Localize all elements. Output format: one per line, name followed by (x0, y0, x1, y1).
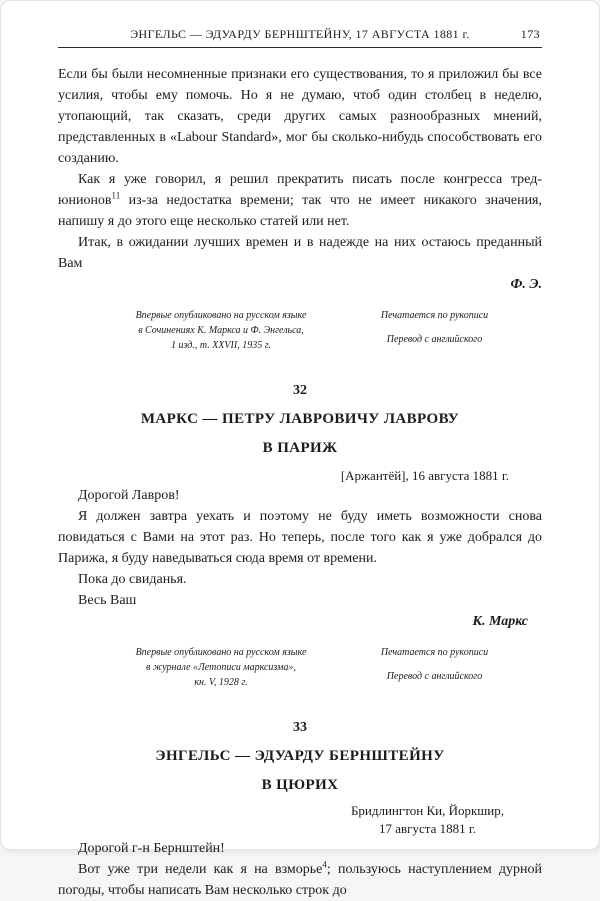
publication-note (347, 308, 522, 353)
publication-note-line: Перевод с английского (386, 671, 483, 682)
letter-32 (58, 383, 542, 690)
publication-source-line: 1 изд., т. XXVII, 1935 г. (171, 340, 271, 351)
letter-destination: В ПАРИЖ (262, 440, 338, 456)
publication-info (58, 645, 542, 690)
publication-note-line: Печатается по рукописи (380, 647, 489, 658)
letter-signature: К. Маркс (472, 614, 528, 629)
letter-dateline: [Аржантёй], 16 августа 1881 г. (340, 468, 509, 483)
letter-title: МАРКС — ПЕТРУ ЛАВРОВИЧУ ЛАВРОВУ (140, 411, 460, 427)
paragraph-text: ; пользуюсь наступлением дурной погоды, чтобы написать Вам несколько строк до (58, 862, 543, 898)
publication-source-line: кн. V, 1928 г. (194, 677, 248, 688)
running-header (58, 27, 542, 48)
letter-title: ЭНГЕЛЬС — ЭДУАРДУ БЕРНШТЕЙНУ (155, 748, 445, 764)
paragraph (58, 169, 542, 232)
paragraph: Я должен завтра уехать и поэтому не буду иметь возможности снова повидаться с Вами на этот раз. Но теперь, после того как я уже добрался до Парижа, я буду наведываться сюда время от времени. (58, 509, 542, 566)
letter-destination: В ЦЮРИХ (261, 777, 339, 793)
letter-dateline (58, 802, 542, 838)
page-content (1, 1, 599, 901)
publication-source (96, 308, 346, 353)
paragraph: Если бы были несомненные признаки его существования, то я приложил бы все усилия, чтобы ему помочь. Но я не думаю, чтоб один столбец в неделю, утопающий, так сказать, среди других самых разнообразных мнений, представленных в «Labour Standard», мог бы сколько-нибудь способствовать его созданию. (58, 67, 542, 166)
paragraph-text: из-за недостатка времени; так что не имеет никакого значения, напишу я до этого еще несколько статей или нет. (58, 193, 542, 229)
letter-signature: Ф. Э. (510, 277, 542, 292)
footnote-ref: 4 (322, 859, 327, 870)
letter-closing: Пока до свиданья. (78, 572, 187, 587)
publication-source-line: в журнале «Летописи марксизма», (146, 662, 296, 673)
letter-dateline-inner (351, 802, 504, 838)
publication-note-line: Печатается по рукописи (380, 310, 489, 321)
publication-source-line: Впервые опубликовано на русском языке (135, 310, 307, 321)
paragraph (58, 859, 542, 901)
page-number: 173 (520, 27, 540, 41)
letter-place: Бридлингтон Ки, Йоркшир, (350, 803, 504, 818)
publication-source (96, 645, 346, 690)
publication-note (347, 645, 522, 690)
publication-source-line: Впервые опубликовано на русском языке (135, 647, 307, 658)
publication-info (58, 308, 542, 353)
publication-note-line: Перевод с английского (386, 334, 483, 345)
running-header-title: ЭНГЕЛЬС — ЭДУАРДУ БЕРНШТЕЙНУ, 17 АВГУСТА 1881 г. (130, 27, 470, 41)
paragraph-text: Вот уже три недели как я на взморье (78, 862, 323, 877)
paragraph: Итак, в ожидании лучших времен и в надежде на них остаюсь преданный Вам (58, 235, 542, 271)
footnote-ref: 11 (111, 190, 121, 201)
letter-number: 32 (293, 383, 307, 398)
paragraph-text: Как я уже говорил, я решил прекратить писать после конгресса тред-юнионов (58, 172, 542, 208)
publication-source-line: в Сочинениях К. Маркса и Ф. Энгельса, (138, 325, 304, 336)
letter-33 (58, 720, 542, 901)
letter-closing: Весь Ваш (78, 593, 137, 608)
letter-date: 17 августа 1881 г. (378, 821, 476, 836)
letter-salutation: Дорогой Лавров! (78, 488, 180, 503)
letter-continuation (58, 64, 542, 353)
letter-number: 33 (293, 720, 307, 735)
letter-salutation: Дорогой г-н Бернштейн! (78, 841, 225, 856)
